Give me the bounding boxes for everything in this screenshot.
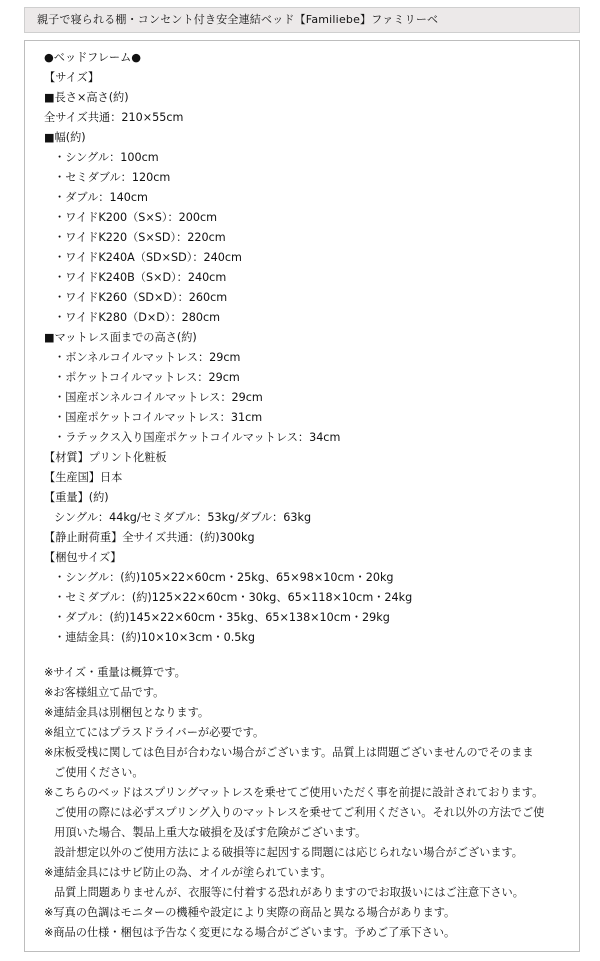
- spec-line: ・ダブル：(約)145×22×60cm・35kg、65×138×10cm・29kg: [54, 611, 390, 624]
- spec-line: ■幅(約): [44, 131, 86, 144]
- note-line: ※写真の色調はモニターの機種や設定により実際の商品と異なる場合があります。: [44, 906, 456, 919]
- note-line: ご使用の際には必ずスプリング入りのマットレスを乗せてご利用ください。それ以外の方法でご使: [54, 806, 545, 819]
- spec-line: 【梱包サイズ】: [44, 551, 122, 564]
- note-line: ※こちらのベッドはスプリングマットレスを乗せてご使用いただく事を前提に設計されております。: [44, 786, 544, 799]
- spacer: [44, 648, 574, 663]
- note-line: ※床板受桟に関しては色目が合わない場合がございます。品質上は問題ございませんのでそのまま: [44, 746, 534, 759]
- note-line: 設計想定以外のご使用方法による破損等に起因する問題には応じられない場合がございます。: [54, 846, 523, 859]
- note-line: ※サイズ・重量は概算です。: [44, 666, 186, 679]
- spec-line: ・ポケットコイルマットレス：29cm: [54, 371, 240, 384]
- spec-line: ・シングル：(約)105×22×60cm・25kg、65×98×10cm・20kg: [54, 571, 394, 584]
- spec-line: ・セミダブル：120cm: [54, 171, 171, 184]
- spec-line: 【静止耐荷重】全サイズ共通：(約)300kg: [44, 531, 255, 544]
- spec-line: ・ワイドK200（S×S）：200cm: [54, 211, 218, 224]
- note-line: 品質上問題ありませんが、衣服等に付着する恐れがありますのでお取扱いにはご注意下さい。: [54, 886, 524, 899]
- spec-list: [44, 48, 574, 648]
- note-line: ご使用ください。: [54, 766, 144, 779]
- spec-line: ・ボンネルコイルマットレス：29cm: [54, 351, 241, 364]
- note-line: ※連結金具にはサビ防止の為、オイルが塗られています。: [44, 866, 332, 879]
- spec-line: ●ベッドフレーム●: [44, 51, 142, 64]
- spec-line: 【重量】(約): [44, 491, 109, 504]
- spec-line: ・ラテックス入り国産ポケットコイルマットレス：34cm: [54, 431, 341, 444]
- spec-line: ・ワイドK260（SD×D）：260cm: [54, 291, 228, 304]
- note-line: ※お客様組立て品です。: [44, 686, 165, 699]
- note-line: ※組立てにはプラスドライバーが必要です。: [44, 726, 265, 739]
- note-line: ※連結金具は別梱包となります。: [44, 706, 210, 719]
- spec-line: ・ダブル：140cm: [54, 191, 148, 204]
- spec-line: ■マットレス面までの高さ(約): [44, 331, 197, 344]
- spec-line: 【材質】プリント化粧板: [44, 451, 167, 464]
- spec-line: ・セミダブル：(約)125×22×60cm・30kg、65×118×10cm・24kg: [54, 591, 413, 604]
- spec-line: ・シングル：100cm: [54, 151, 159, 164]
- spec-line: 【サイズ】: [44, 71, 100, 84]
- spec-lines: [44, 48, 574, 943]
- spec-line: 【生産国】日本: [44, 471, 123, 484]
- note-line: 用頂いた場合、製品上重大な破損を及ぼす危険がございます。: [54, 826, 367, 839]
- spec-line: シングル：44kg/セミダブル：53kg/ダブル：63kg: [54, 511, 312, 524]
- note-line: ※商品の仕様・梱包は予告なく変更になる場合がございます。予めご了承下さい。: [44, 926, 456, 939]
- spec-line: 全サイズ共通：210×55cm: [44, 111, 184, 124]
- notes-list: [44, 663, 574, 943]
- spec-line: ・国産ボンネルコイルマットレス：29cm: [54, 391, 263, 404]
- spec-line: ■長さ×高さ(約): [44, 91, 129, 104]
- spec-line: ・ワイドK240B（S×D）：240cm: [54, 271, 227, 284]
- product-title: 親子で寝られる棚・コンセント付き安全連結ベッド【Familiebe】ファミリーベ: [37, 13, 439, 26]
- product-title-bar: [24, 7, 580, 33]
- spec-line: ・ワイドK220（S×SD）：220cm: [54, 231, 226, 244]
- spec-line: ・ワイドK240A（SD×SD）：240cm: [54, 251, 242, 264]
- spec-line: ・ワイドK280（D×D）：280cm: [54, 311, 221, 324]
- spec-line: ・連結金具：(約)10×10×3cm・0.5kg: [54, 631, 255, 644]
- spec-line: ・国産ポケットコイルマットレス：31cm: [54, 411, 263, 424]
